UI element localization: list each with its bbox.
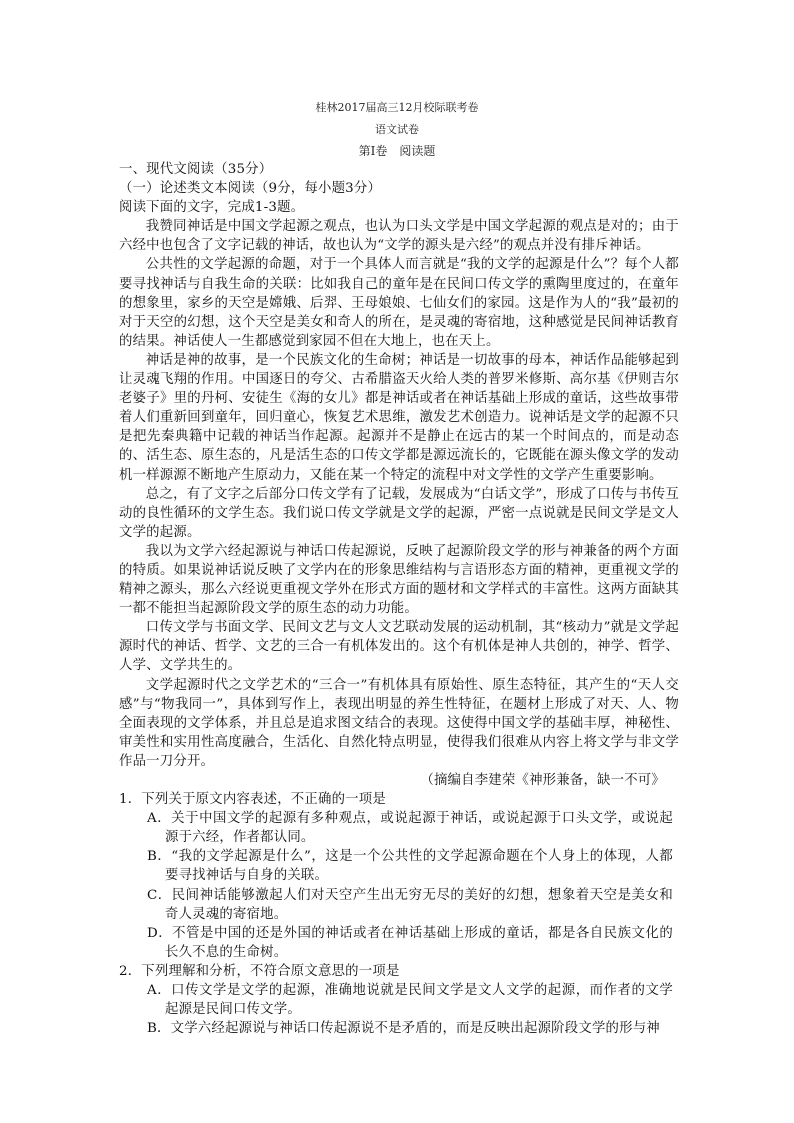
passage-paragraph: 公共性的文学起源的命题，对于一个具体人而言就是“我的文学的起源是什么”？每个人都要寻找神话与自我生命的关联：比如我自己的童年是在民间口传文学的熏陶里度过的，在童年的想象里，家乡的天空是嫦娥、后羿、王母娘娘、七仙女们的家园。这是作为人的“我”最初的对于天空的幻想，这个天空是美女和奇人的所在，是灵魂的寄宿地，这种感觉是民间神话教育的结果。神话使人一生都感觉到家园不但在大地上，也在天上。 — [119, 257, 679, 349]
passage-paragraph: 总之，有了文字之后部分口传文学有了记载，发展成为“白话文学”，形成了口传与书传互动的良性循环的文学生态。我们说口传文学就是文学的起源，严密一点说就是民间文学是文人文学的起源。 — [119, 486, 679, 540]
section-instruction: 阅读下面的文字，完成1-3题。 — [119, 200, 305, 216]
document-body — [119, 160, 679, 1038]
passage-paragraph: 文学起源时代之文学艺术的“三合一”有机体具有原始性、原生态特征，其产生的“天人交感”与“物我同一”，具体到写作上，表现出明显的养生性特征，在题材上形成了对天、人、物全面表现的文学体系，并且总是追求图文结合的表现。这使得中国文学的基础丰厚，神秘性、审美性和实用性高度融合，生活化、自然化特点明显，使得我们很难从内容上将文学与非文学作品一刀分开。 — [119, 677, 679, 769]
section-title: 一、现代文阅读（35分） — [119, 162, 273, 177]
question-option: C．民间神话能够激起人们对天空产生出无穷无尽的美好的幻想，想象着天空是美女和奇人灵魂的寄宿地。 — [147, 887, 673, 922]
exam-part-title: 第Ⅰ卷 阅读题 — [358, 144, 436, 158]
question-option: A．关于中国文学的起源有多种观点，或说起源于神话，或说起源于口头文学，或说起源于六经，作者都认同。 — [147, 811, 673, 846]
question-option: B．文学六经起源说与神话口传起源说不是矛盾的，而是反映出起源阶段文学的形与神 — [147, 1021, 660, 1037]
passage-paragraph: 口传文学与书面文学、民间文艺与文人文艺联动发展的运动机制，其“核动力”就是文学起源时代的神话、哲学、文艺的三合一有机体发出的。这个有机体是神人共创的，神学、哲学、人学、文学共生的。 — [119, 620, 679, 674]
passage-source: （摘编自李建荣《神形兼备，缺一不可》 — [420, 773, 665, 788]
exam-header: 桂林2017届高三12月校际联考卷 — [315, 101, 479, 114]
question-stem: 1．下列关于原文内容表述，不正确的一项是 — [119, 792, 386, 808]
passage-paragraph: 神话是神的故事，是一个民族文化的生命树；神话是一切故事的母本，神话作品能够起到让灵魂飞翔的作用。中国逐日的夸父、古希腊盗天火给人类的普罗米修斯、高尔基《伊则吉尔老婆子》里的丹柯、安徒生《海的女儿》都是神话或者在神话基础上形成的童话，这些故事带着人们重新回到童年，回归童心，恢复艺术思维，激发艺术创造力。说神话是文学的起源不只是把先秦典籍中记载的神话当作起源。起源并不是静止在远古的某一个时间点的，而是动态的、活生态、原生态的，凡是活生态的口传文学都是源远流长的，它既能在源头像文学的发动机一样源源不断地产生原动力，又能在某一个特定的流程中对文学性的文学产生重要影响。 — [119, 352, 679, 483]
passage-paragraph: 我以为文学六经起源说与神话口传起源说，反映了起源阶段文学的形与神兼备的两个方面的特质。如果说神话说反映了文学内在的形象思维结构与言语形态方面的精神，更重视文学的精神之源头，那么六经说更重视文学外在形式方面的题材和文学样式的丰富性。这两方面缺其一都不能担当起源阶段文学的原生态的动力功能。 — [119, 543, 679, 617]
question-option: A．口传文学是文学的起源，准确地说就是民间文学是文人文学的起源，而作者的文学起源是民间口传文学。 — [147, 983, 673, 1018]
exam-subject: 语文试卷 — [375, 123, 419, 136]
passage-paragraph: 我赞同神话是中国文学起源之观点，也认为口头文学是中国文学起源的观点是对的；由于六经中也包含了文字记载的神话，故也认为“文学的源头是六经”的观点并没有排斥神话。 — [119, 219, 679, 254]
question-option: B．“我的文学起源是什么”，这是一个公共性的文学起源命题在个人身上的体现，人都要寻找神话与自身的关联。 — [147, 849, 673, 884]
question-stem: 2．下列理解和分析，不符合原文意思的一项是 — [119, 963, 400, 979]
question-option: D．不管是中国的还是外国的神话或者在神话基础上形成的童话，都是各自民族文化的长久不息的生命树。 — [147, 925, 673, 960]
section-subtitle: （一）论述类文本阅读（9分，每小题3分） — [119, 181, 382, 197]
